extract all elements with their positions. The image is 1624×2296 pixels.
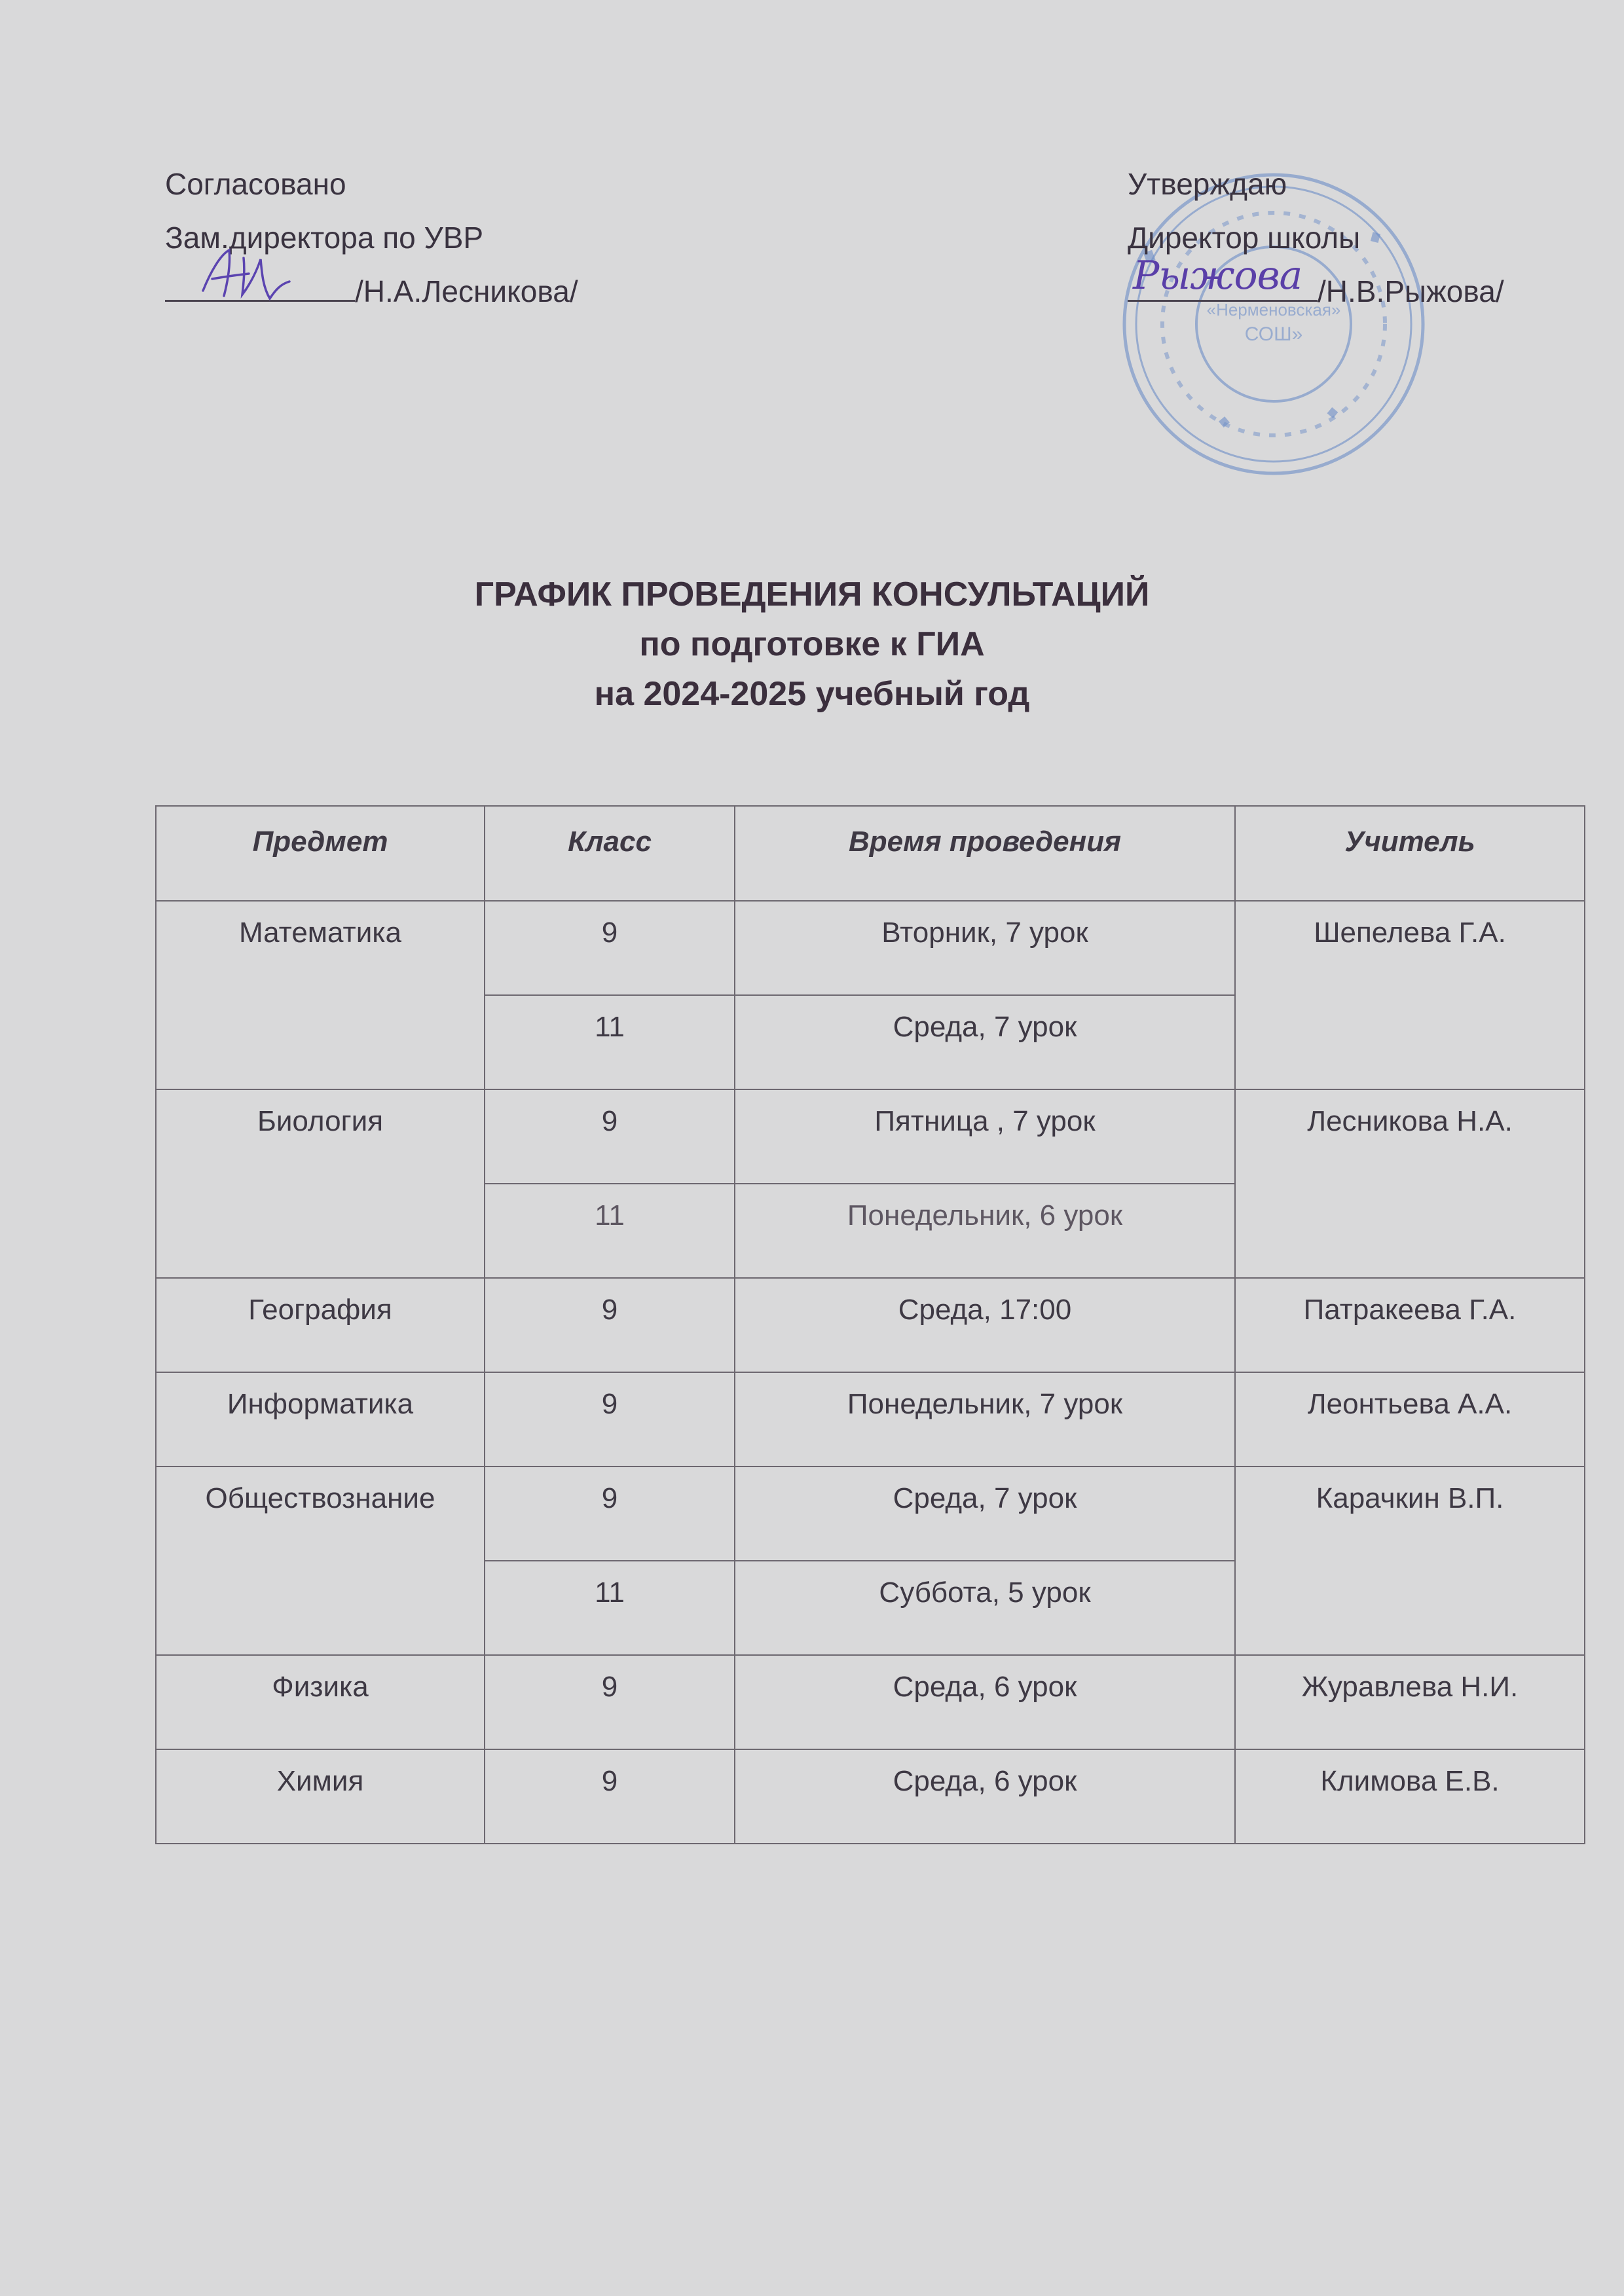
approval-right-name: /Н.В.Рыжова/ <box>1318 274 1504 308</box>
cell-time: Суббота, 5 урок <box>735 1561 1235 1655</box>
cell-time: Понедельник, 6 урок <box>735 1184 1235 1278</box>
table-row <box>156 1655 1585 1749</box>
cell-subject: Математика <box>156 901 485 1089</box>
approval-right-signature-row <box>1128 253 1504 318</box>
table-row <box>156 1467 1585 1561</box>
cell-teacher: Карачкин В.П. <box>1235 1467 1585 1655</box>
cell-teacher: Шепелева Г.А. <box>1235 901 1585 1089</box>
approval-right-position: Директор школы <box>1128 221 1361 255</box>
cell-teacher: Климова Е.В. <box>1235 1749 1585 1844</box>
approval-left-name: /Н.А.Лесникова/ <box>355 274 578 308</box>
approval-block-left <box>165 157 578 318</box>
cell-time: Среда, 7 урок <box>735 1467 1235 1561</box>
signature-right-handwriting: Рыжова <box>1133 253 1302 299</box>
signature-line-right <box>1128 253 1318 302</box>
approval-left-position: Зам.директора по УВР <box>165 221 484 255</box>
header-time: Время проведения <box>735 806 1235 901</box>
cell-subject: Биология <box>156 1089 485 1278</box>
cell-grade: 11 <box>485 1184 735 1278</box>
approval-left-heading: Согласовано <box>165 167 346 201</box>
title-line-1: ГРАФИК ПРОВЕДЕНИЯ КОНСУЛЬТАЦИЙ <box>474 575 1150 613</box>
stamp-text-1: «Нерменовская» <box>1206 300 1341 319</box>
table-row <box>156 1372 1585 1467</box>
cell-grade: 9 <box>485 1749 735 1844</box>
consultation-schedule-table <box>155 805 1585 1844</box>
document-title <box>0 570 1624 719</box>
approval-right-heading: Утверждаю <box>1128 167 1287 201</box>
cell-grade: 11 <box>485 1561 735 1655</box>
stamp-text-2: СОШ» <box>1244 323 1303 345</box>
cell-subject: Физика <box>156 1655 485 1749</box>
cell-time: Понедельник, 7 урок <box>735 1372 1235 1467</box>
title-line-2: по подготовке к ГИА <box>639 625 985 663</box>
table-row <box>156 901 1585 995</box>
cell-time: Среда, 7 урок <box>735 995 1235 1089</box>
table-row <box>156 1749 1585 1844</box>
signature-scribble-left <box>198 245 296 304</box>
header-teacher: Учитель <box>1235 806 1585 901</box>
cell-grade: 9 <box>485 1278 735 1372</box>
cell-teacher: Леонтьева А.А. <box>1235 1372 1585 1467</box>
cell-time: Среда, 6 урок <box>735 1749 1235 1844</box>
table-row <box>156 1278 1585 1372</box>
cell-time: Среда, 17:00 <box>735 1278 1235 1372</box>
cell-subject: Химия <box>156 1749 485 1844</box>
cell-time: Среда, 6 урок <box>735 1655 1235 1749</box>
title-line-3: на 2024-2025 учебный год <box>594 675 1030 713</box>
cell-teacher: Патракеева Г.А. <box>1235 1278 1585 1372</box>
cell-grade: 9 <box>485 1372 735 1467</box>
table-header-row <box>156 806 1585 901</box>
header-subject: Предмет <box>156 806 485 901</box>
cell-teacher: Журавлева Н.И. <box>1235 1655 1585 1749</box>
approval-block-right <box>1128 157 1504 318</box>
cell-teacher: Лесникова Н.А. <box>1235 1089 1585 1278</box>
cell-grade: 9 <box>485 901 735 995</box>
header-grade: Класс <box>485 806 735 901</box>
cell-subject: Обществознание <box>156 1467 485 1655</box>
cell-grade: 11 <box>485 995 735 1089</box>
signature-line-left <box>165 271 355 302</box>
table-row <box>156 1089 1585 1184</box>
cell-grade: 9 <box>485 1655 735 1749</box>
cell-grade: 9 <box>485 1467 735 1561</box>
approval-left-signature-row <box>165 264 578 318</box>
cell-subject: Информатика <box>156 1372 485 1467</box>
cell-grade: 9 <box>485 1089 735 1184</box>
cell-subject: География <box>156 1278 485 1372</box>
cell-time: Вторник, 7 урок <box>735 901 1235 995</box>
cell-time: Пятница , 7 урок <box>735 1089 1235 1184</box>
